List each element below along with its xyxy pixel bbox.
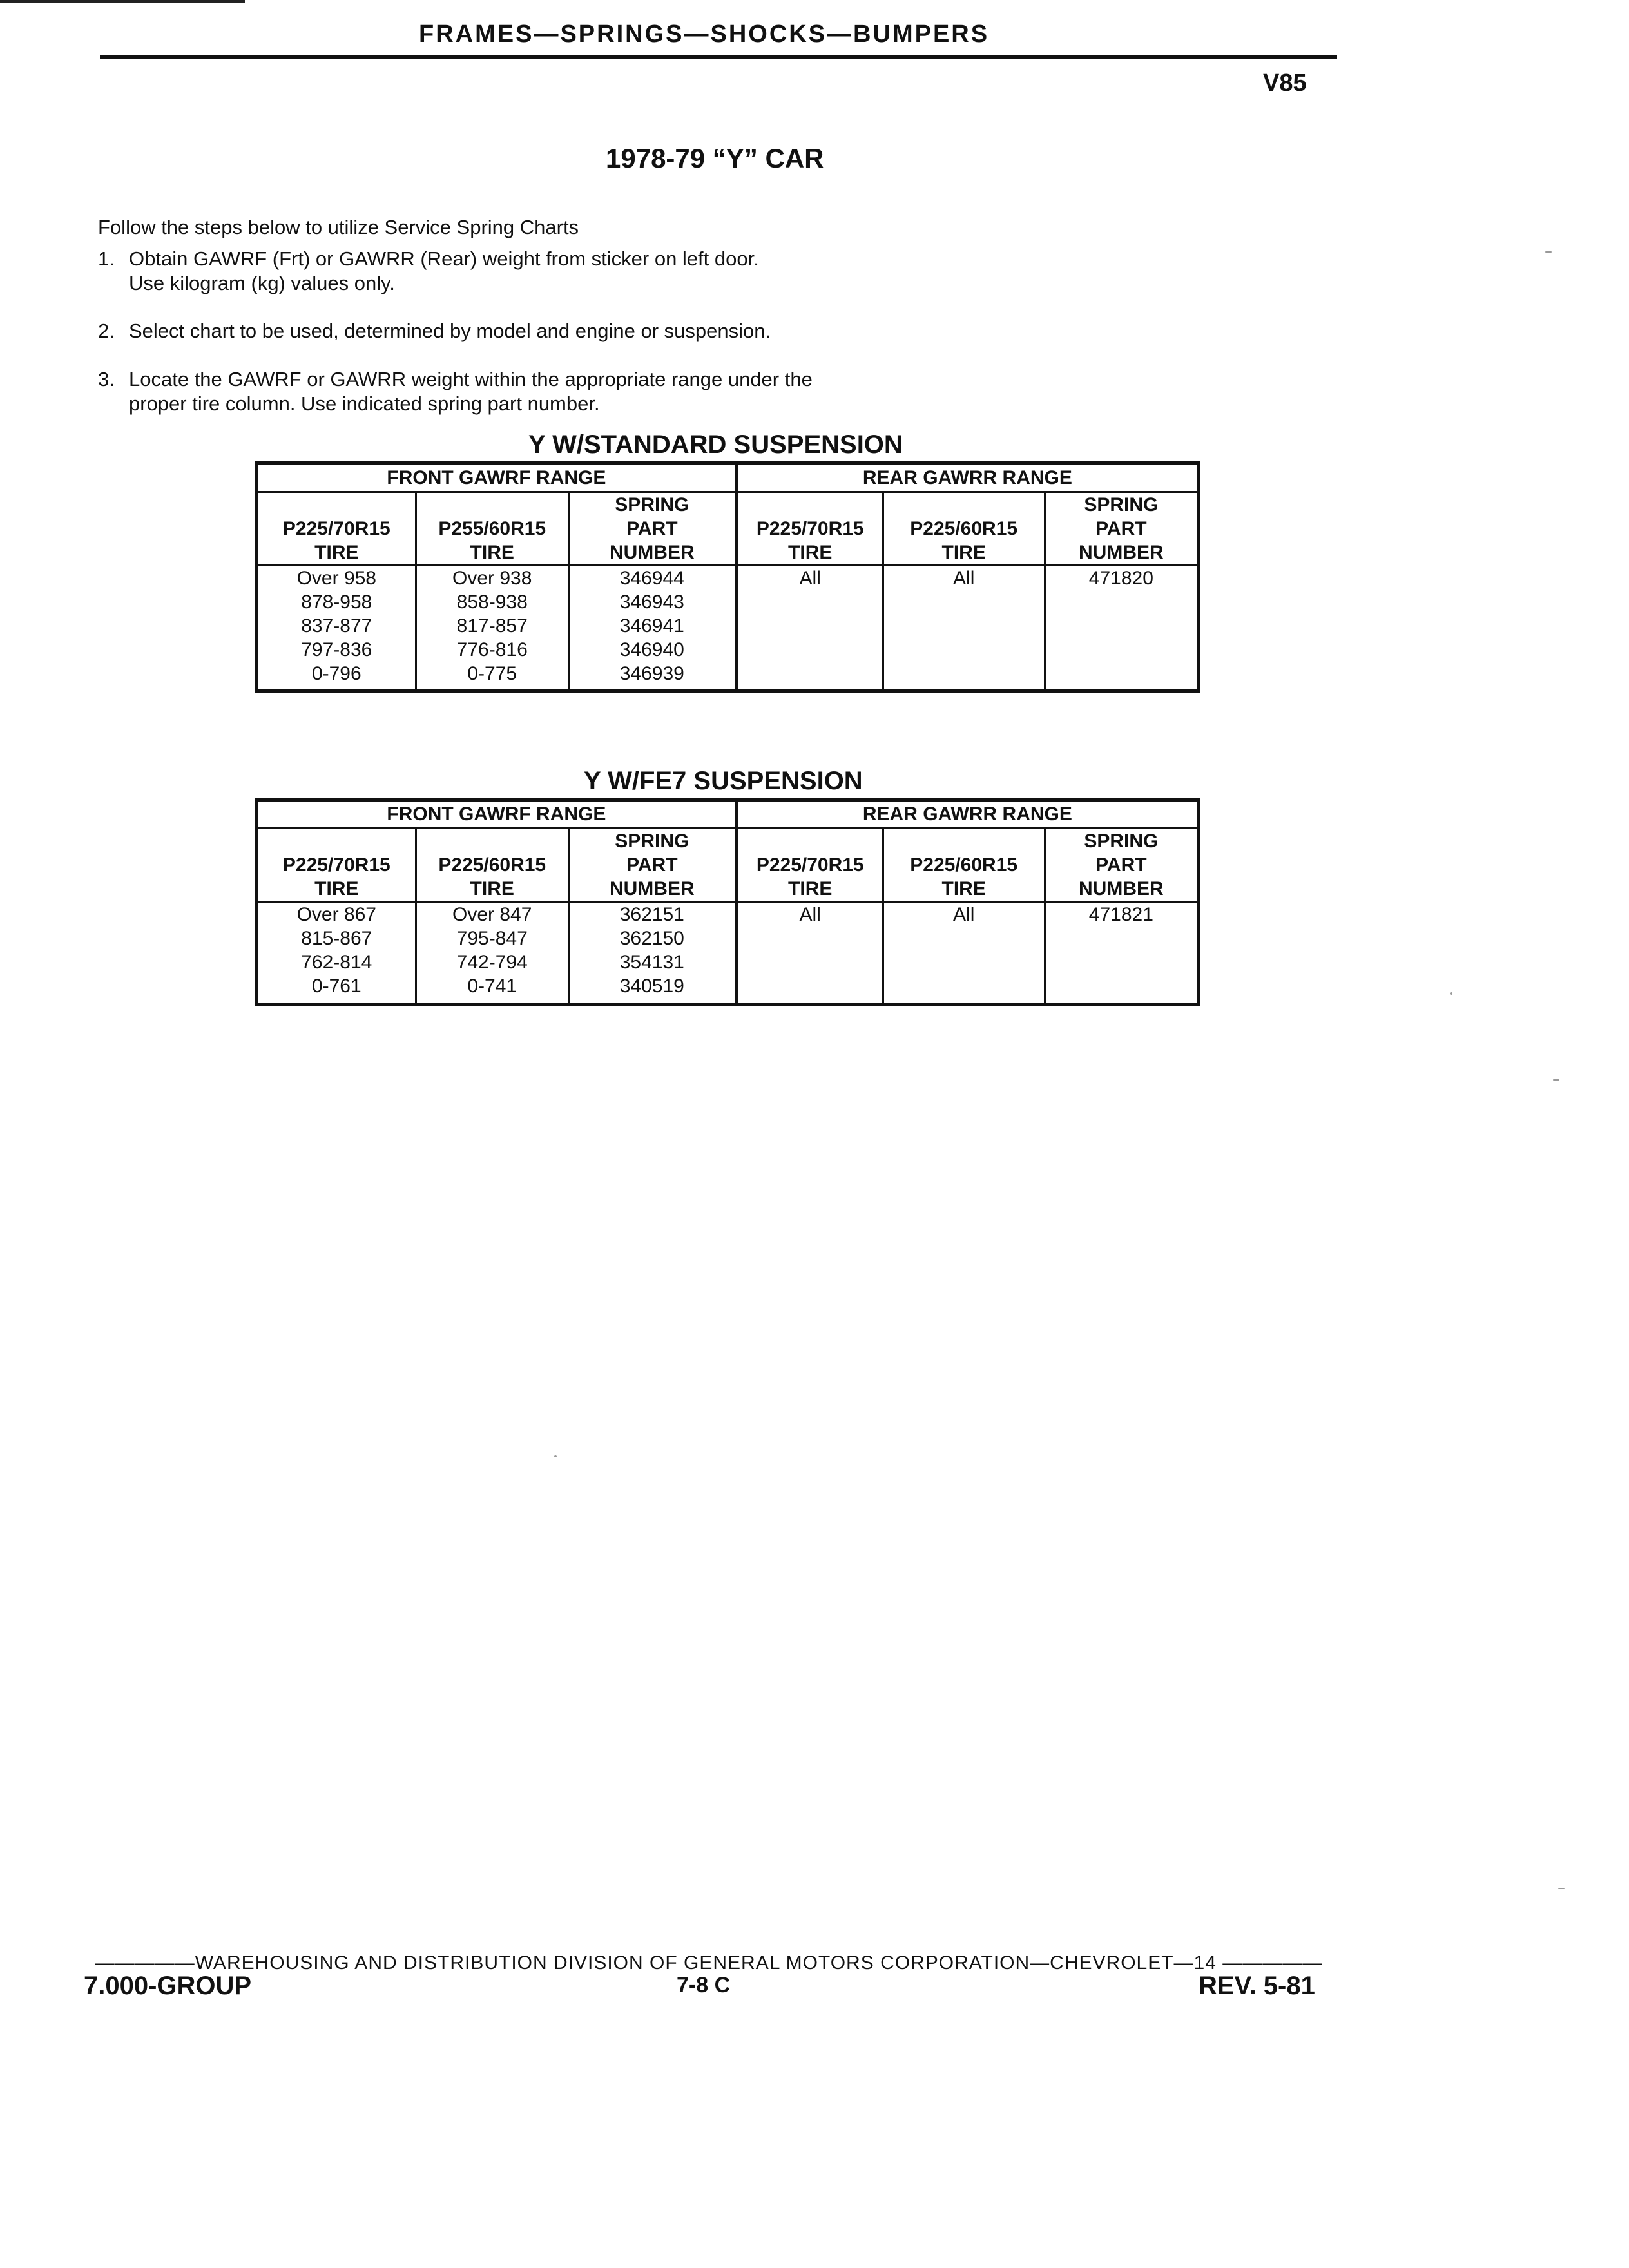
table-cell: All [883,566,1045,691]
footer-publisher-line: —————WAREHOUSING AND DISTRIBUTION DIVISION OF GENERAL MOTORS CORPORATION—CHEVROLET—14 ————— [95,1952,1323,1974]
header-line [742,493,878,517]
header-line [262,829,411,853]
table-body-row [256,902,1199,1005]
table-cell: Over 847 795-847 742-794 0-741 [416,902,568,1005]
intro-text: Follow the steps below to utilize Service Spring Charts [98,216,579,238]
step-text-cont: Use kilogram (kg) values only. [129,272,395,294]
step-text-cont: proper tire column. Use indicated spring part number. [129,392,600,415]
header-line: SPRING [1084,494,1159,515]
column-header [1045,829,1199,902]
table-cell: 362151 362150 354131 340519 [568,902,736,1005]
header-line: TIRE [314,878,359,899]
page-code: V85 [1263,70,1307,97]
header-line [888,829,1040,853]
header-line: P225/70R15 [756,854,864,876]
table-body-row [256,566,1199,691]
table-cell: All [883,902,1045,1005]
step-1 [98,247,759,296]
header-line: NUMBER [1079,878,1164,899]
table-cell: 346944 346943 346941 346940 346939 [568,566,736,691]
step-text: Obtain GAWRF (Frt) or GAWRR (Rear) weight from sticker on left door. [129,247,759,270]
spring-table-standard [255,461,1200,693]
front-group-header: FRONT GAWRF RANGE [256,800,737,829]
header-line: TIRE [788,878,833,899]
table-group-row [256,800,1199,829]
table-group-row [256,463,1199,492]
scan-speck [1450,992,1452,995]
header-line [421,829,564,853]
rear-group-header: REAR GAWRR RANGE [737,463,1199,492]
step-3 [98,367,813,416]
column-header [416,492,568,566]
table-header-row [256,492,1199,566]
header-line: P225/70R15 [756,518,864,539]
table-caption: Y W/STANDARD SUSPENSION [528,430,903,459]
header-line: P255/60R15 [438,518,546,539]
header-line: P225/70R15 [282,854,390,876]
header-line: SPRING [1084,831,1159,852]
column-header [737,492,883,566]
column-header [1045,492,1199,566]
header-line: P225/60R15 [438,854,546,876]
scan-speck [1545,251,1552,253]
scan-speck [1553,1079,1559,1081]
table-header-row [256,829,1199,902]
header-line: TIRE [470,878,514,899]
column-header [737,829,883,902]
header-line: SPRING [615,494,689,515]
table-caption: Y W/FE7 SUSPENSION [584,767,863,795]
rear-group-header: REAR GAWRR RANGE [737,800,1199,829]
step-2 [98,319,771,343]
scan-speck [554,1455,557,1457]
step-text: Select chart to be used, determined by model and engine or suspension. [129,320,771,342]
header-line: P225/60R15 [910,854,1018,876]
header-line: P225/70R15 [282,518,390,539]
step-number: 3. [98,368,115,390]
table-cell: Over 938 858-938 817-857 776-816 0-775 [416,566,568,691]
header-line: PART [1095,854,1147,876]
header-line: TIRE [788,542,833,563]
header-line [888,493,1040,517]
step-number: 1. [98,247,115,270]
footer-page-ref: 7-8 C [677,1973,731,1997]
header-line: TIRE [941,542,986,563]
table-cell: All [737,902,883,1005]
column-header [883,492,1045,566]
header-line: PART [626,518,678,539]
page-title: 1978-79 “Y” CAR [606,143,824,173]
header-line: SPRING [615,831,689,852]
corner-rule [0,0,245,3]
scan-speck [1558,1888,1565,1889]
table-cell: 471820 [1045,566,1199,691]
footer-revision: REV. 5-81 [1199,1972,1315,2000]
front-group-header: FRONT GAWRF RANGE [256,463,737,492]
step-text: Locate the GAWRF or GAWRR weight within the appropriate range under the [129,368,813,390]
header-line: TIRE [314,542,359,563]
table-cell: Over 958 878-958 837-877 797-836 0-796 [256,566,416,691]
header-line [421,493,564,517]
column-header [883,829,1045,902]
header-line [742,829,878,853]
table-cell: All [737,566,883,691]
header-line: TIRE [470,542,514,563]
column-header [256,829,416,902]
footer-group: 7.000-GROUP [84,1972,252,2000]
header-line: PART [1095,518,1147,539]
step-number: 2. [98,320,115,342]
header-rule [100,55,1337,59]
header-line [262,493,411,517]
column-header [568,492,736,566]
table-cell: 471821 [1045,902,1199,1005]
section-header: FRAMES—SPRINGS—SHOCKS—BUMPERS [419,21,990,48]
header-line: PART [626,854,678,876]
header-line: NUMBER [609,542,695,563]
spring-table-fe7 [255,798,1200,1006]
header-line: P225/60R15 [910,518,1018,539]
header-line: NUMBER [1079,542,1164,563]
header-line: NUMBER [609,878,695,899]
column-header [568,829,736,902]
column-header [416,829,568,902]
header-line: TIRE [941,878,986,899]
column-header [256,492,416,566]
table-cell: Over 867 815-867 762-814 0-761 [256,902,416,1005]
